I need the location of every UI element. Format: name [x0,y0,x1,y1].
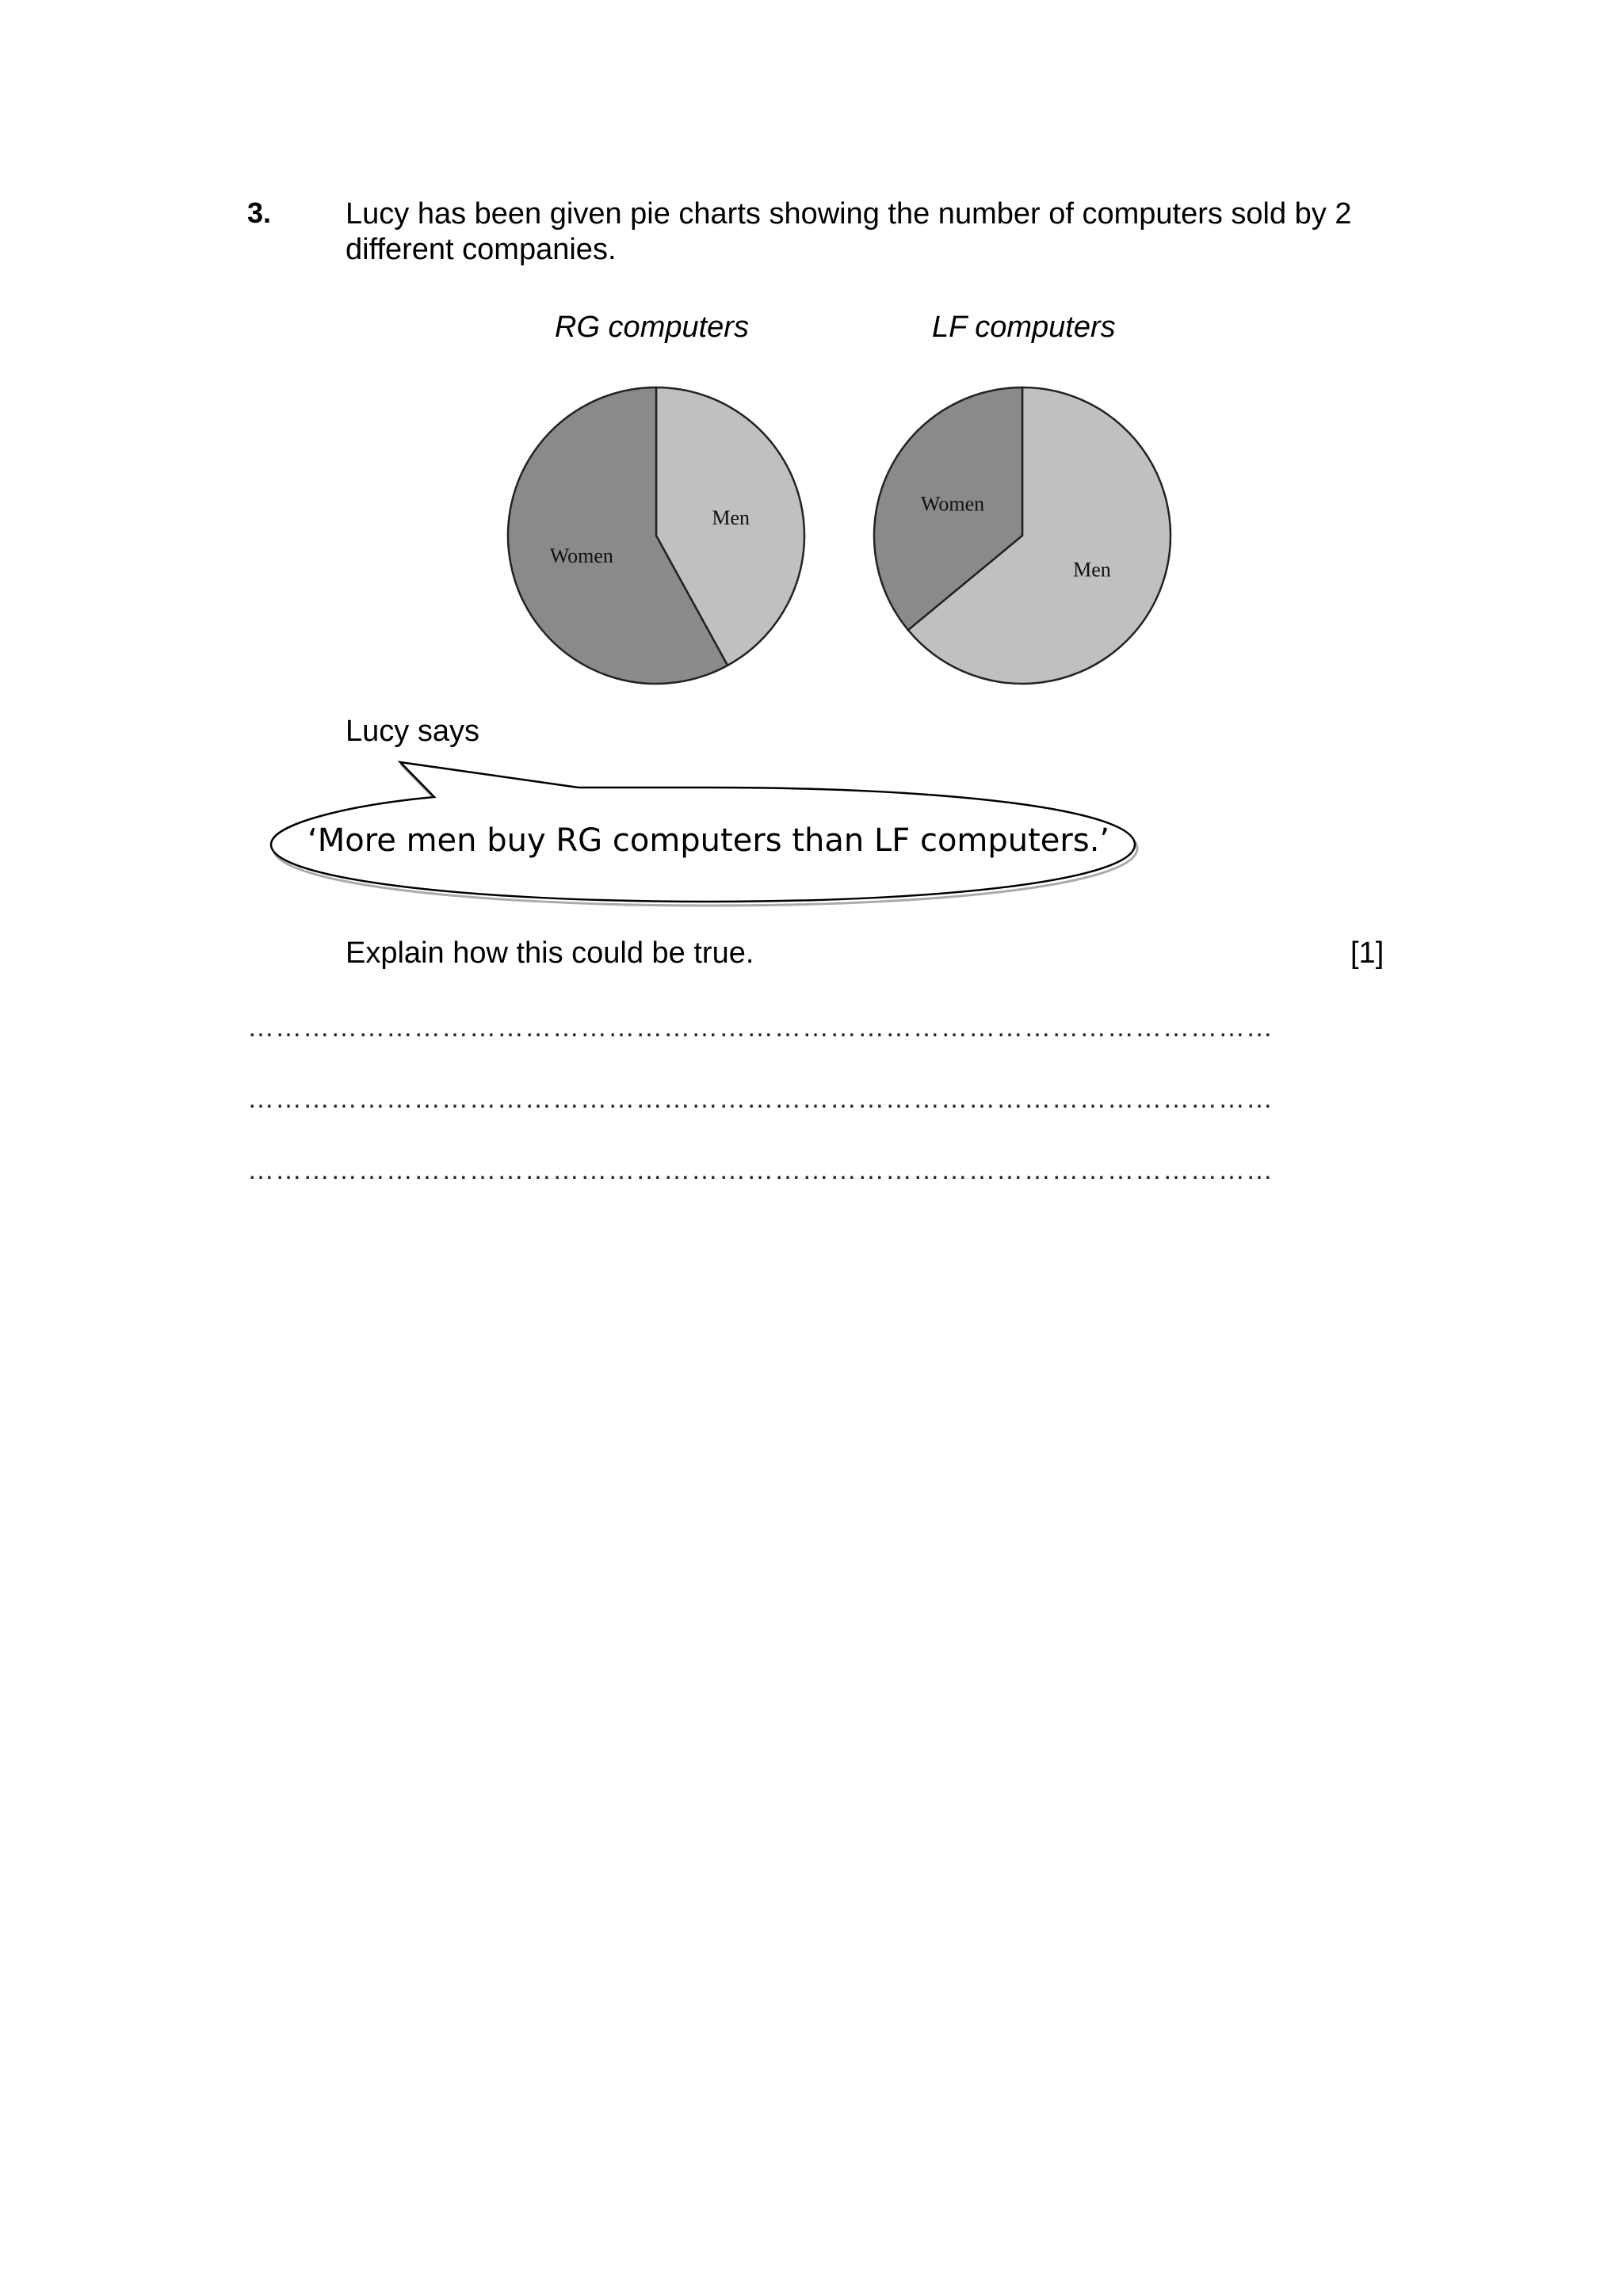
speech-bubble-text: ‘More men buy RG computers than LF computers.’ [307,822,1110,859]
pie-label-women: Women [549,544,613,568]
speech-bubble [0,0,1623,951]
answer-line[interactable]: ………………………………………………………………………………………………… [247,1013,1274,1043]
explain-prompt: Explain how this could be true. [346,936,754,970]
pie-label-men: Men [712,505,750,529]
pie-title-lf: LF computers [932,311,1116,344]
question-number: 3. [247,196,272,229]
answer-line[interactable]: ………………………………………………………………………………………………… [247,1084,1274,1114]
pie-title-rg: RG computers [555,311,749,344]
pie-label-men: Men [1073,558,1111,582]
pie-label-women: Women [920,492,985,516]
answer-line[interactable]: ………………………………………………………………………………………………… [247,1155,1274,1185]
question-stem: Lucy has been given pie charts showing the number of computers sold by 2 different companies. [346,197,1352,266]
marks-label: [1] [1350,936,1384,970]
lucy-says-label: Lucy says [346,715,479,748]
